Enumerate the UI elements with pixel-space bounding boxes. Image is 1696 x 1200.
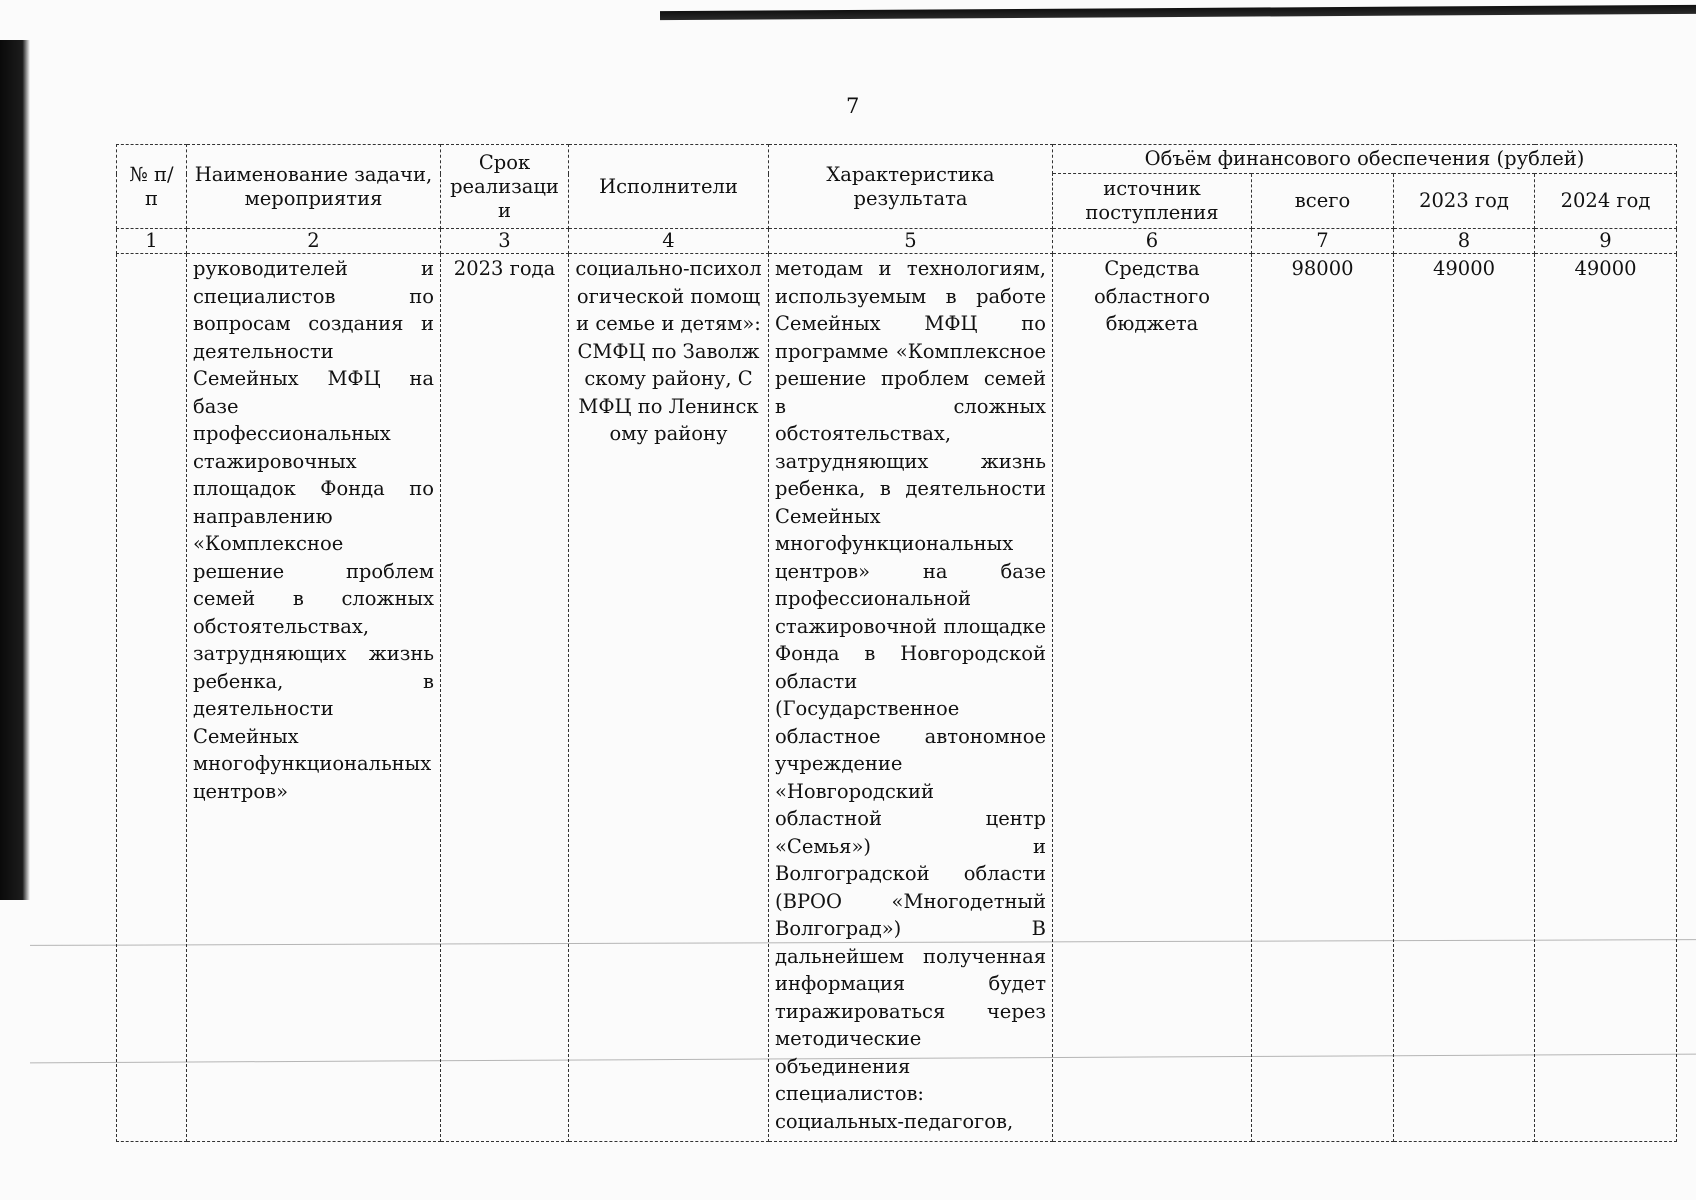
table-row [117, 254, 1677, 1142]
header-year-2023: 2023 год [1394, 174, 1535, 229]
column-numbers-row [117, 229, 1677, 254]
header-finance-group: Объём финансового обеспечения (рублей) [1053, 145, 1677, 174]
column-number: 7 [1252, 229, 1394, 254]
column-number: 6 [1053, 229, 1252, 254]
column-number: 2 [187, 229, 441, 254]
scan-edge-top [660, 5, 1696, 20]
header-source: источник поступления [1053, 174, 1252, 229]
header-name: Наименование задачи, мероприятия [187, 145, 441, 229]
scan-edge-left [0, 40, 30, 900]
cell-total: 98000 [1252, 254, 1394, 1142]
cell-term: 2023 года [441, 254, 569, 1142]
column-number: 5 [769, 229, 1053, 254]
cell-executors: социально-психологической помощи семье и детям»: СМФЦ по Заволжскому району, СМФЦ по Ленинскому району [569, 254, 769, 1142]
header-row-top [117, 145, 1677, 174]
cell-year-2023: 49000 [1394, 254, 1535, 1142]
column-number: 4 [569, 229, 769, 254]
column-number: 1 [117, 229, 187, 254]
header-executors: Исполнители [569, 145, 769, 229]
cell-num [117, 254, 187, 1142]
page-number: 7 [846, 94, 860, 118]
column-number: 8 [1394, 229, 1535, 254]
header-num: № п/п [117, 145, 187, 229]
finance-table [116, 144, 1677, 1142]
header-term: Срок реализаци и [441, 145, 569, 229]
cell-result: методам и технологиям, используемым в работе Семейных МФЦ по программе «Комплексное решение проблем семей в сложных обстоятельствах, затрудняющих жизнь ребенка, в деятельности Семейных многофункциональных центров» на базе профессиональной стажировочной площадке Фонда в Новгородской области (Государственное областное автономное учреждение «Новгородский областной центр «Семья») и Волгоградской области (ВРОО «Многодетный Волгоград») В дальнейшем полученная информация будет тиражироваться через методические объединения специалистов: социальных-педагогов, [769, 254, 1053, 1142]
cell-source: Средства областного бюджета [1053, 254, 1252, 1142]
header-total: всего [1252, 174, 1394, 229]
header-result: Характеристика результата [769, 145, 1053, 229]
cell-year-2024: 49000 [1535, 254, 1677, 1142]
header-year-2024: 2024 год [1535, 174, 1677, 229]
column-number: 3 [441, 229, 569, 254]
column-number: 9 [1535, 229, 1677, 254]
cell-name: руководителей и специалистов по вопросам создания и деятельности Семейных МФЦ на базе профессиональных стажировочных площадок Фонда по направлению «Комплексное решение проблем семей в сложных обстоятельствах, затрудняющих жизнь ребенка, в деятельности Семейных многофункциональных центров» [187, 254, 441, 1142]
